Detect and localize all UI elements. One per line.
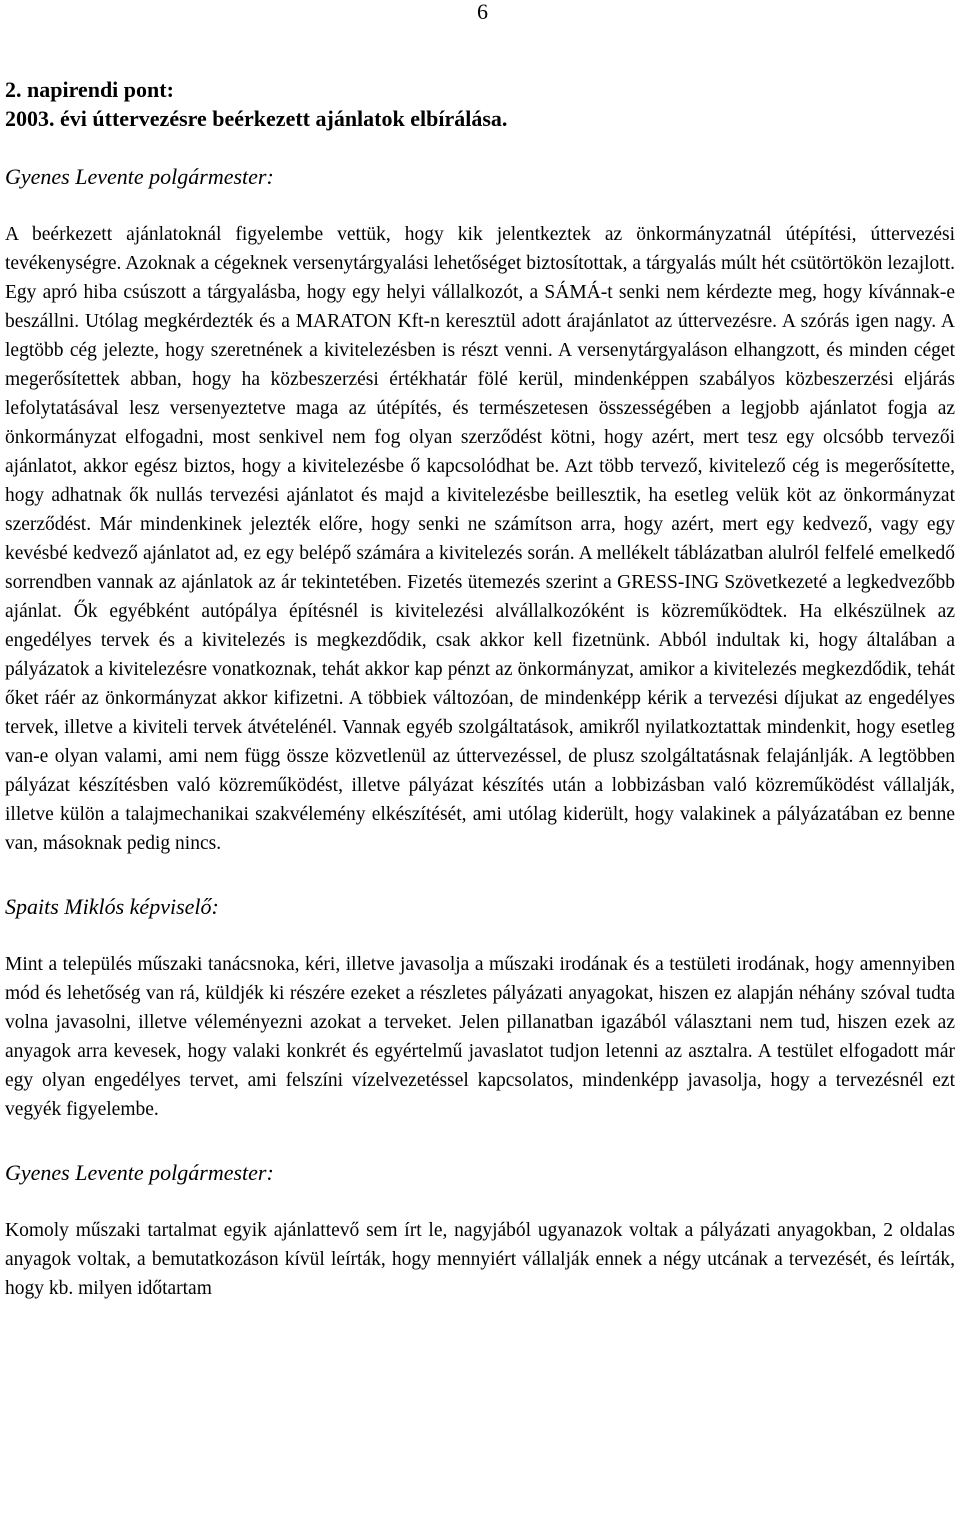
document-body (5, 75, 955, 1303)
speaker-label: Spaits Miklós képviselő: (5, 894, 219, 919)
speech-paragraph: A beérkezett ajánlatoknál figyelembe vettük, hogy kik jelentkeztek az önkormányzatnál útépítési, úttervezési tevékenységre. Azoknak a cégeknek versenytárgyalási lehetőséget biztosítottak, a tárgyalás múlt hét csütörtökön lezajlott. Egy apró hiba csúszott a tárgyalásba, hogy egy helyi vállalkozót, a SÁMÁ-t senki nem kérdezte meg, hogy kívánnak-e beszállni. Utólag megkérdezték és a MARATON Kft-n keresztül adott árajánlatot az úttervezésre. A szórás igen nagy. A legtöbb cég jelezte, hogy szeretnének a kivitelezésben is részt venni. A versenytárgyaláson elhangzott, és minden céget megerősítettek abban, hogy ha közbeszerzési értékhatár fölé kerül, mindenképpen szabályos közbeszerzési eljárás lefolytatásával lesz versenyeztetve maga az útépítés, és természetesen összességében a legjobb ajánlatot fogja az önkormányzat elfogadni, most senkivel nem fog olyan szerződést kötni, hogy azért, mert tesz egy olcsóbb tervezői ajánlatot, akkor egész biztos, hogy a kivitelezésbe ő kapcsolódhat be. Azt több tervező, kivitelező cég is megerősítette, hogy adhatnak ők nullás tervezési ajánlatot és majd a kivitelezésbe beillesztik, ha esetleg velük köt az önkormányzat szerződést. Már mindenkinek jelezték előre, hogy senki ne számítson arra, hogy azért, mert egy kedvező, vagy egy kevésbé kedvező ajánlatot ad, ez egy belépő számára a kivitelezés során. A mellékelt táblázatban alulról felfelé emelkedő sorrendben vannak az ajánlatok az ár tekintetében. Fizetés ütemezés szerint a GRESS-ING Szövetkezeté a legkedvezőbb ajánlat. Ők egyébként autópálya építésnél is kivitelezési alvállalkozóként is közreműködtek. Ha elkészülnek az engedélyes tervek és a kivitelezés is megkezdődik, csak akkor kell fizetnünk. Abból indultak ki, hogy általában a pályázatok a kivitelezésre vonatkoznak, tehát akkor kap pénzt az önkormányzat, amikor a kivitelezés megkezdődik, tehát őket ráér az önkormányzat akkor kifizetni. A többiek változóan, de mindenképp kérik a tervezési díjukat az engedélyes tervek, illetve a kiviteli tervek átvételénél. Vannak egyéb szolgáltatások, amikről nyilatkoztattak mindenkit, hogy esetleg van-e olyan valami, ami nem függ össze közvetlenül az úttervezéssel, de plusz szolgáltatásnak felajánlják. A legtöbben pályázat készítésben való közreműködést, illetve pályázat készítés után a lobbizásban való közreműködést vállalják, illetve külön a talajmechanikai szakvélemény elkészítését, ami utólag kiderült, hogy valakinek a pályázatában ez benne van, másoknak pedig nincs. (5, 224, 955, 854)
speech-paragraph: Komoly műszaki tartalmat egyik ajánlattevő sem írt le, nagyjából ugyanazok voltak a pályázati anyagokban, 2 oldalas anyagok voltak, a bemutatkozáson kívül leírták, hogy mennyiért vállalják ennek a négy utcának a tervezését, és leírták, hogy kb. milyen időtartam (5, 1220, 955, 1299)
page-number: 6 (477, 0, 488, 24)
speaker-label: Gyenes Levente polgármester: (5, 164, 274, 189)
speech-paragraph: Mint a település műszaki tanácsnoka, kéri, illetve javasolja a műszaki irodának és a testületi irodának, hogy amennyiben mód és lehetőség van rá, küldjék ki részére ezeket a részletes pályázati anyagokat, hiszen ez alapján néhány szóval tudta volna javasolni, illetve véleményezni azokat a terveket. Jelen pillanatban igazából választani nem tud, hiszen ezek az anyagok arra kevesek, hogy valaki konkrét és egyértelmű javaslatot tudjon letenni az asztalra. A testület elfogadott már egy olyan engedélyes tervet, ami felszíni vízelvezetéssel kapcsolatos, mindenképp javasolja, hogy a tervezésnél ezt vegyék figyelembe. (5, 954, 955, 1120)
speaker-label: Gyenes Levente polgármester: (5, 1160, 274, 1185)
agenda-title: 2. napirendi pont: (5, 77, 174, 102)
agenda-subtitle: 2003. évi úttervezésre beérkezett ajánlatok elbírálása. (5, 106, 508, 131)
